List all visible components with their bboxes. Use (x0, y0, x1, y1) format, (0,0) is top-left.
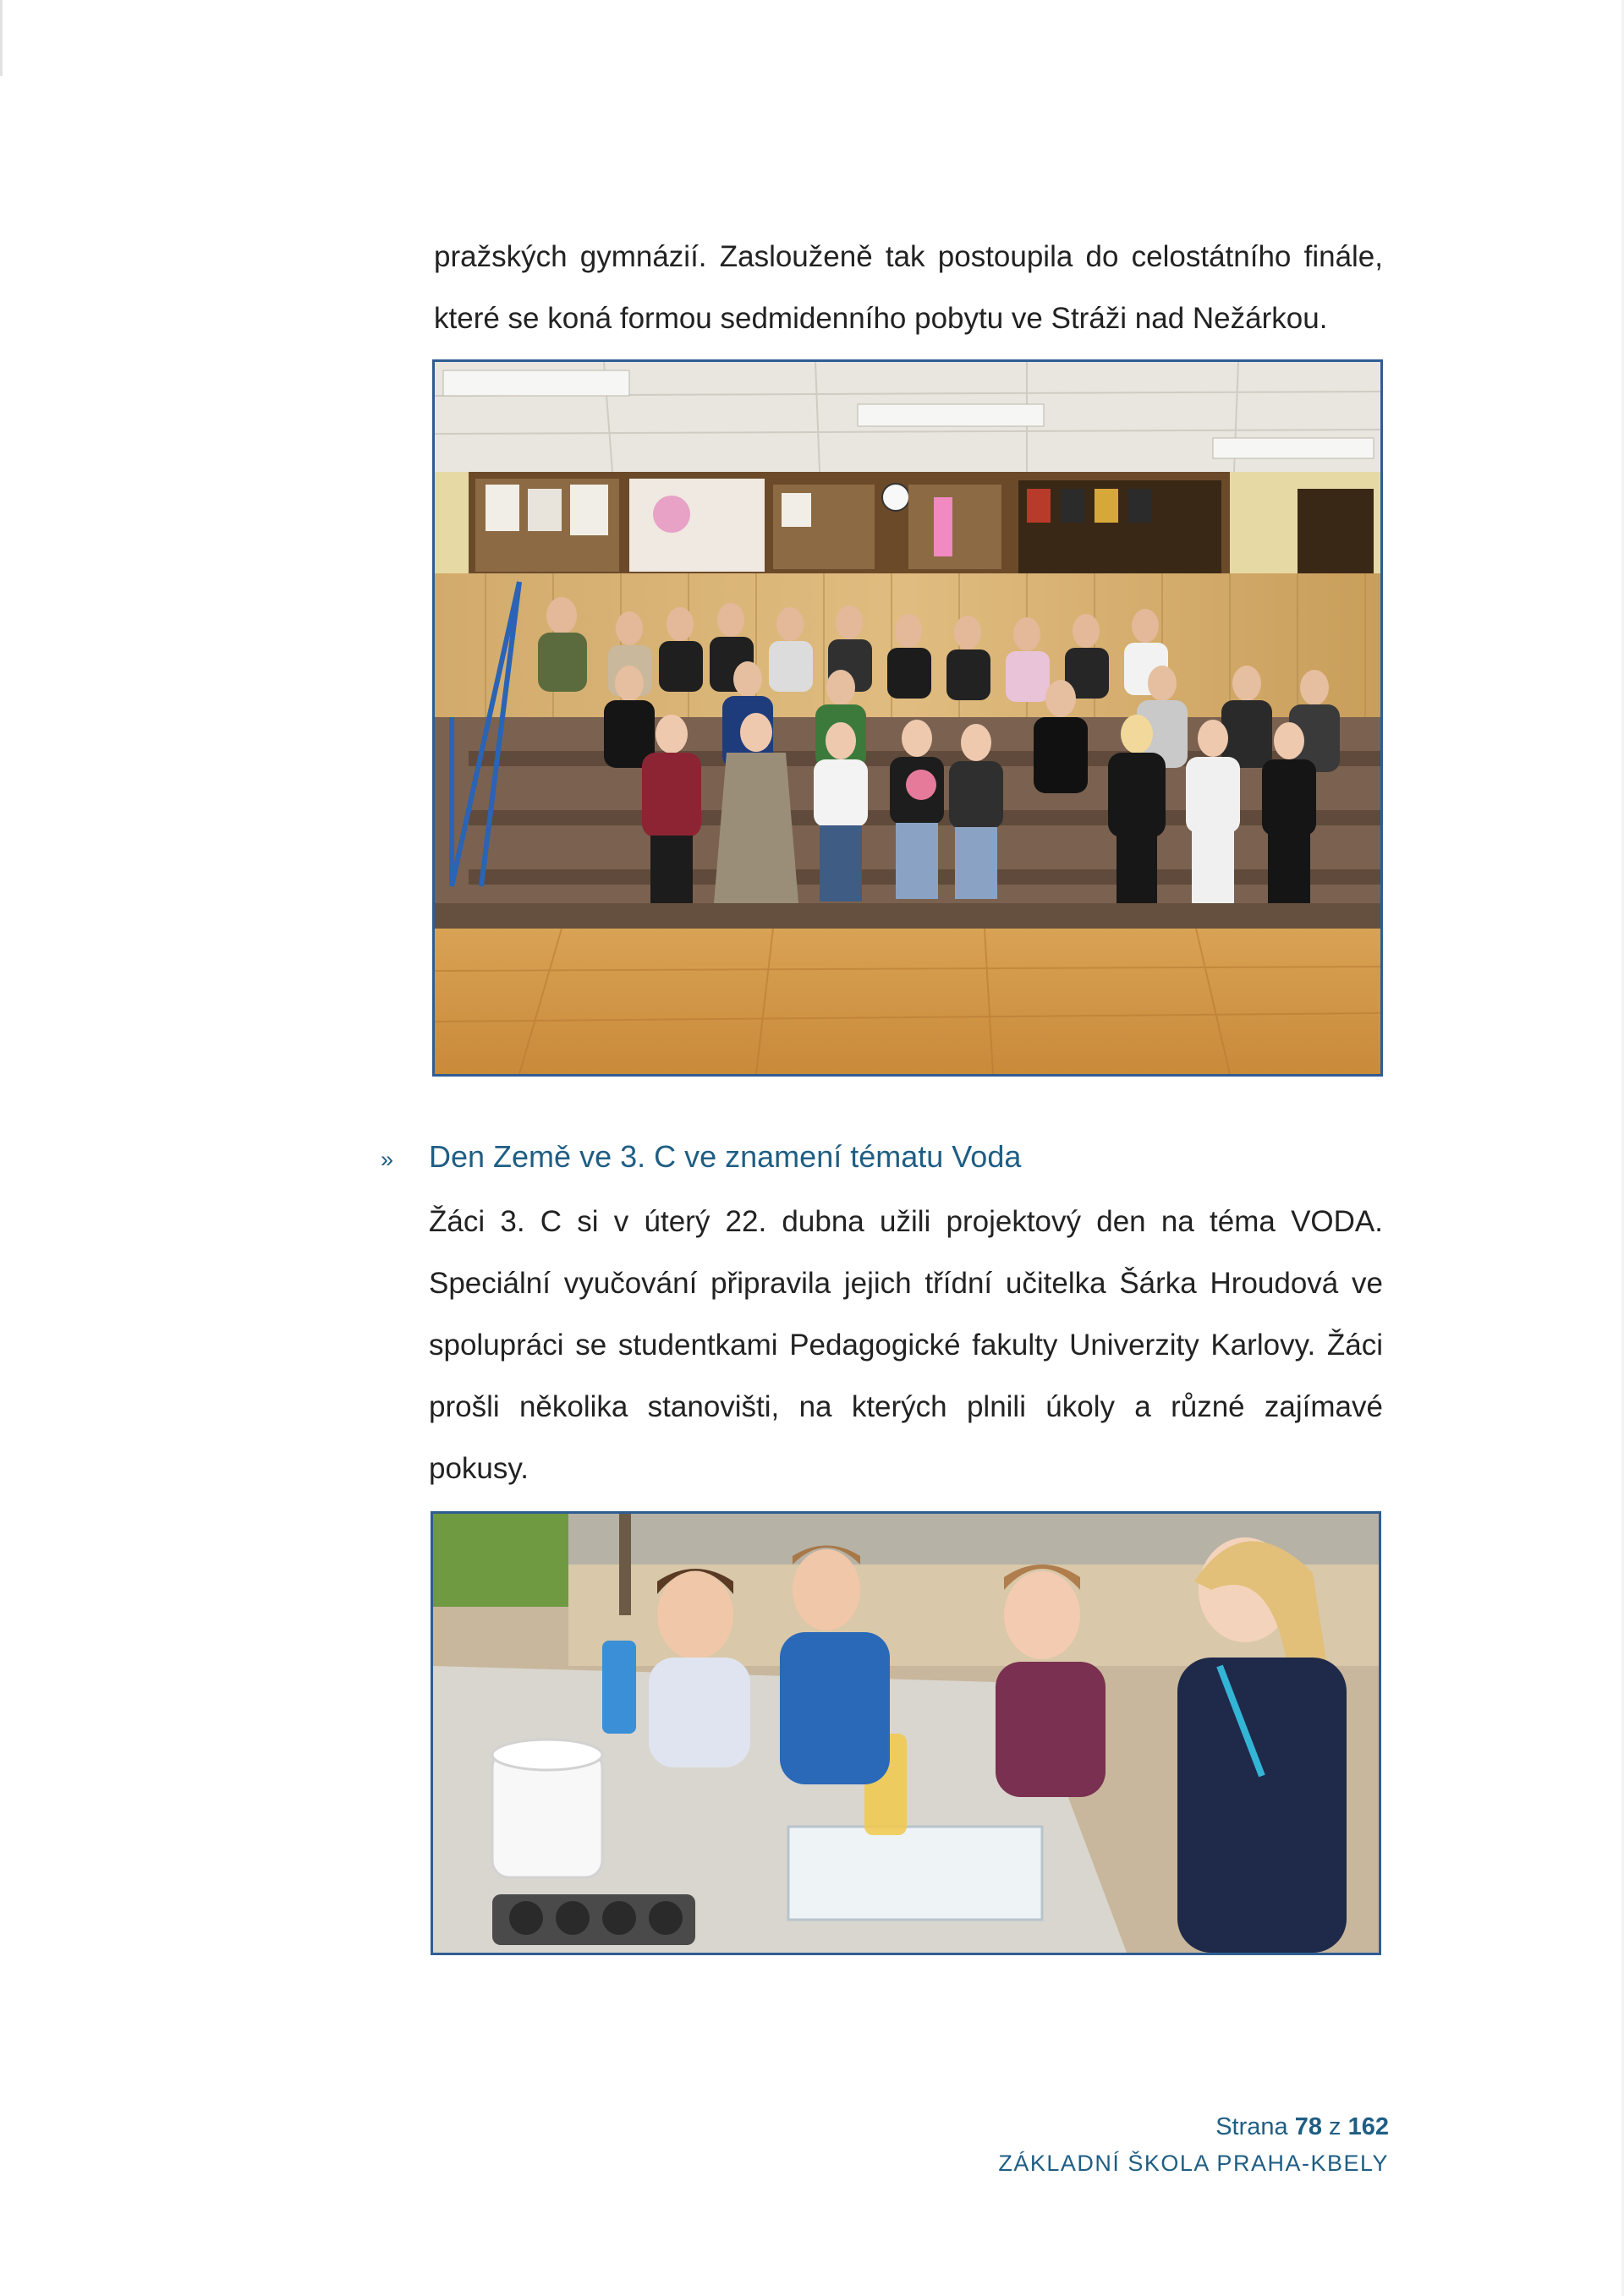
page-number (1215, 2112, 1389, 2142)
earth-day-activity-photo (431, 1511, 1381, 1955)
class-group-photo (432, 359, 1383, 1077)
section-bullet: » (381, 1147, 394, 1172)
body-paragraph: pražských gymnázií. Zaslouženě tak postoupila do celostátního finále, které se koná formou sedmidenního pobytu ve Stráži nad Nežárkou. (434, 240, 1383, 335)
school-name: ZÁKLADNÍ ŠKOLA PRAHA-KBELY (998, 2151, 1389, 2176)
total-pages: 162 (1347, 2113, 1389, 2140)
current-page: 78 (1294, 2113, 1322, 2140)
body-paragraph: Žáci 3. C si v úterý 22. dubna užili projektový den na téma VODA. Speciální vyučování připravila jejich třídní učitelka Šárka Hroudová ve spolupráci se studentkami Pedagogické fakulty Univerzity Karlovy. Žáci prošli několika stanovišti, na kterých plnili úkoly a různé zajímavé pokusy. (429, 1205, 1383, 1485)
page-prefix: Strana (1215, 2113, 1288, 2140)
section-heading (381, 1135, 1396, 1181)
page-edge (0, 0, 3, 76)
page-separator: z (1329, 2113, 1341, 2140)
section-heading-text: Den Země ve 3. C ve znamení tématu Voda (429, 1139, 1022, 1174)
class-group-photo-graphic (435, 362, 1380, 1074)
earth-day-activity-photo-graphic (433, 1514, 1379, 1953)
